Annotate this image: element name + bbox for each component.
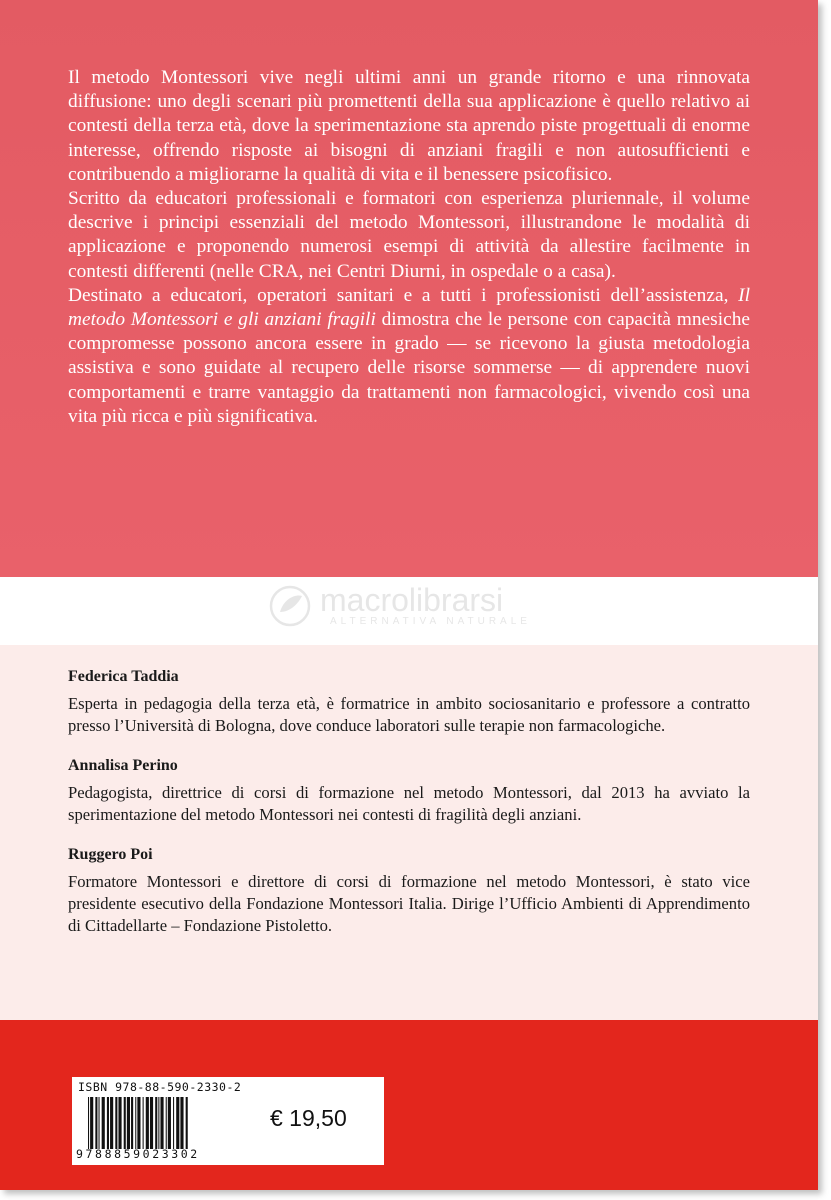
price: € 19,50 [270, 1105, 347, 1131]
blurb-p3-end: dimostra che le persone con capacità mnesiche compromesse possono ancora essere in grado — se ricevono la giusta metodologia assistiva e sono guidate al recupero delle risorse sommerse — di apprendere nuovi comportamenti e trarre vantaggio da trattamenti non farmacologici, vivendo così una vita più ricca e più significativa. [68, 309, 750, 427]
book-title-italic: Il metodo Montessori e gli anziani fragili [68, 284, 750, 331]
barcode-bar [155, 1097, 157, 1149]
author-name: Federica Taddia [68, 668, 179, 685]
barcode-bar [158, 1097, 159, 1149]
barcode-bar [127, 1097, 130, 1149]
author-entry [68, 666, 750, 738]
barcode-bar [143, 1097, 144, 1149]
barcode-bar [160, 1097, 163, 1149]
author-name: Annalisa Perino [68, 756, 178, 774]
barcode-bar [115, 1097, 117, 1149]
barcode-bar [99, 1097, 100, 1149]
barcode-bar [180, 1097, 183, 1149]
author-bio: Pedagogista, direttrice di corsi di formazione nel metodo Montessori, dal 2013 ha avviato la sperimentazione del metodo Montessori nei contesti di fragilità degli anziani. [68, 782, 750, 825]
barcode-bar [173, 1097, 174, 1149]
barcode-bar [186, 1097, 188, 1149]
watermark-brand: macrolibrarsi [320, 582, 504, 618]
blurb-paragraph-1: Il metodo Montessori vive negli ultimi anni un grande ritorno e una rinnovata diffusione: uno degli scenari più promettenti della sua applicazione è quello relativo ai contesti della terza età, dove la sperimentazione sta aprendo piste progettuali di enorme interesse, offrendo risposte ai bisogni di anziani fragili e non autosufficienti e contribuendo a migliorarne la qualità di vita e il benessere psicofisico. [68, 67, 750, 185]
barcode-bar [131, 1097, 133, 1149]
author-entry [68, 755, 750, 827]
barcode-bar [124, 1097, 126, 1149]
blurb-paragraph-2: Scritto da educatori professionali e formatori con esperienza pluriennale, il volume descrive i principi essenziali del metodo Montessori, illustrandone le modalità di applicazione e proponendo numerosi esempi di attività da allestire facilmente in contesti differenti (nelle CRA, nei Centri Diurni, in ospedale o a casa). [68, 188, 750, 282]
barcode-bar [107, 1097, 109, 1149]
blurb-paragraph-3 [68, 284, 750, 429]
barcode-bar [146, 1097, 149, 1149]
blurb-p3-start: Destinato a educatori, operatori sanitari e a tutti i professionisti dell’assistenza, [68, 284, 739, 306]
barcode-bar [90, 1097, 93, 1149]
isbn-text: ISBN 978-88-590-2330-2 [78, 1080, 242, 1094]
barcode-bar [135, 1097, 136, 1149]
author-entry [68, 844, 750, 938]
barcode-digits: 9788859023302 [76, 1147, 200, 1161]
watermark [268, 582, 568, 632]
barcode-bar [88, 1097, 89, 1149]
barcode-bar [118, 1097, 121, 1149]
barcode-bar [110, 1097, 113, 1149]
book-blurb [68, 66, 750, 429]
authors-section [68, 666, 750, 955]
barcode-bars [88, 1097, 258, 1149]
watermark-tagline: ALTERNATIVA NATURALE [330, 616, 531, 627]
barcode-bar [150, 1097, 153, 1149]
author-bio: Esperta in pedagogia della terza età, è formatrice in ambito sociosanitario e professore a contratto presso l’Università di Bologna, dove conduce laboratori sulle terapie non farmacologiche. [68, 694, 750, 736]
barcode-bar [176, 1097, 179, 1149]
author-bio: Formatore Montessori e direttore di corsi di formazione nel metodo Montessori, è stato vice presidente esecutivo della Fondazione Montessori Italia. Dirige l’Ufficio Ambienti di Apprendimento di Cittadellarte – Fondazione Pistoletto. [68, 871, 750, 936]
author-name: Ruggero Poi [68, 845, 153, 863]
barcode-label [72, 1077, 384, 1165]
barcode-bar [137, 1097, 140, 1149]
barcode-bar [95, 1097, 97, 1149]
barcode-bar [166, 1097, 167, 1149]
leaf-logo-icon [268, 584, 312, 628]
barcode-bar [168, 1097, 171, 1149]
barcode-bar [102, 1097, 105, 1149]
